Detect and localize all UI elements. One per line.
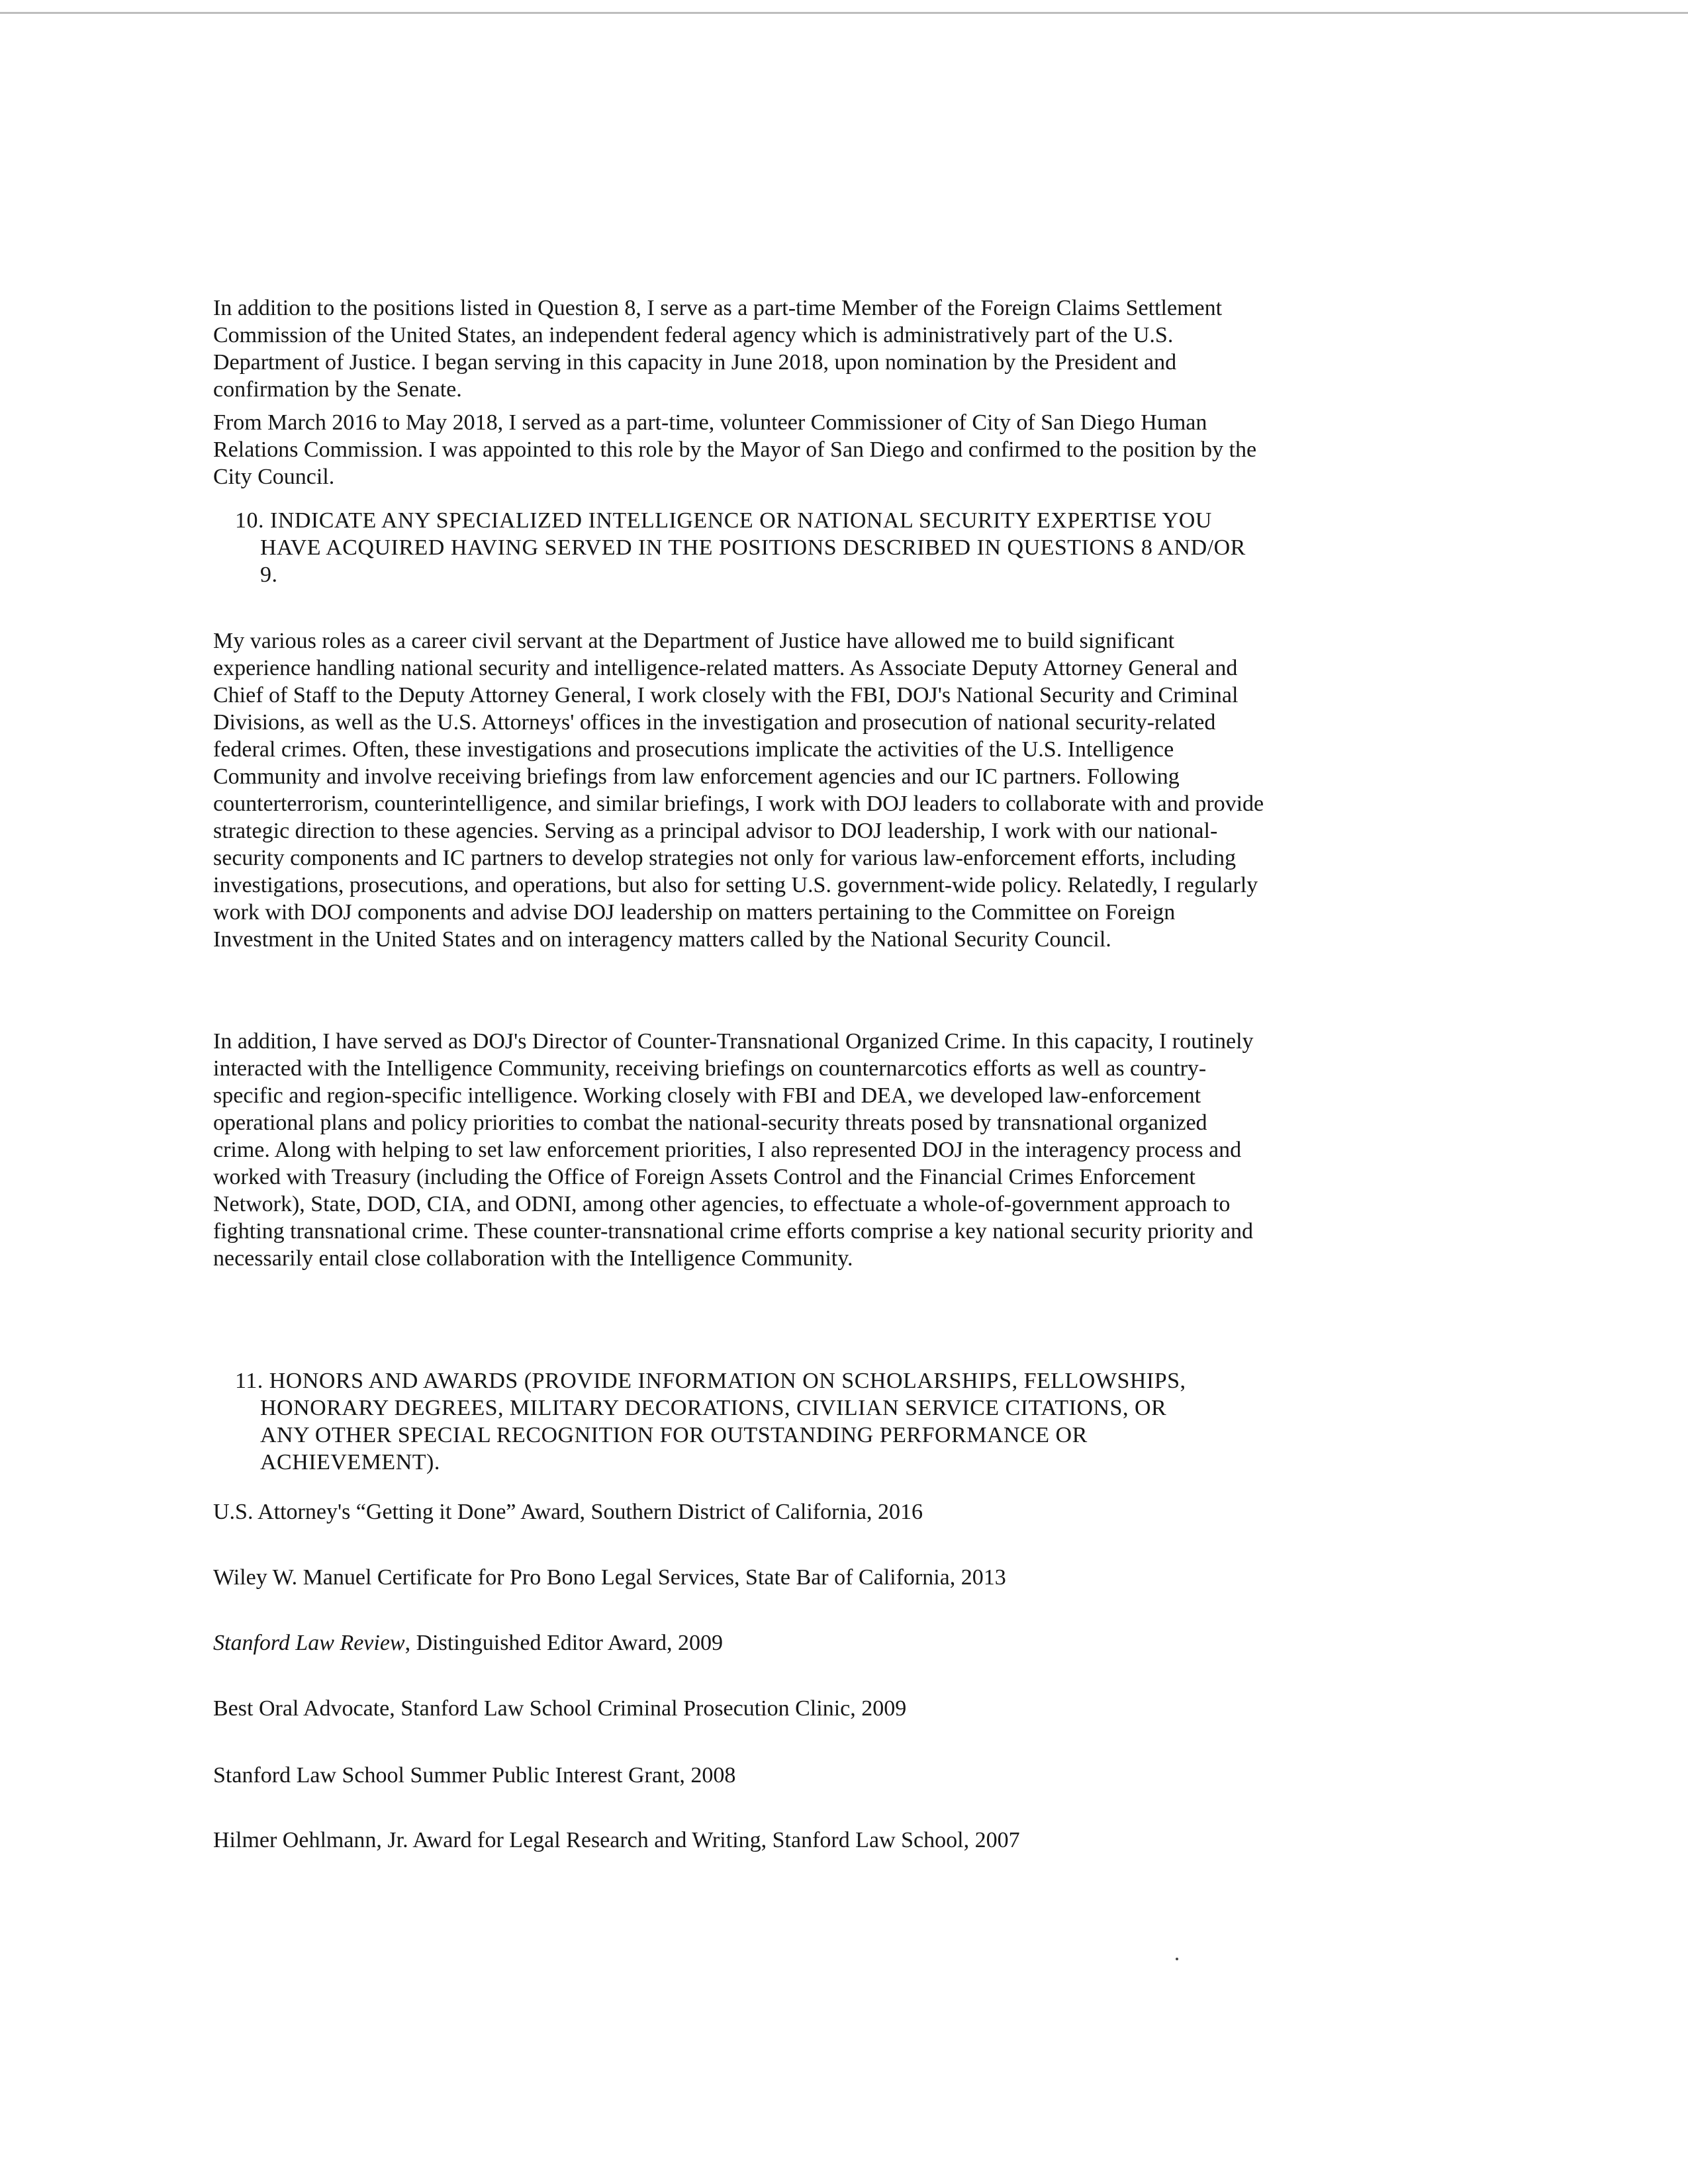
text-line: worked with Treasury (including the Office of Foreign Assets Control and the Financial Crimes Enforcement — [213, 1165, 1196, 1189]
paragraph-foreign-claims — [213, 295, 1471, 403]
award-text: , Distinguished Editor Award, 2009 — [404, 1631, 724, 1655]
text-line: City Council. — [213, 465, 335, 489]
scan-speck — [1176, 1958, 1178, 1960]
text-line: Network), State, DOD, CIA, and ODNI, among other agencies, to effectuate a whole-of-government approach to — [213, 1192, 1231, 1216]
award-item — [213, 1564, 1006, 1591]
text-line: operational plans and policy priorities to combat the national-security threats posed by transnational organized — [213, 1111, 1207, 1135]
text-line: strategic direction to these agencies. Serving as a principal advisor to DOJ leadership, I work with our national- — [213, 819, 1218, 843]
paragraph-counter-toc — [213, 1028, 1471, 1272]
award-item — [213, 1695, 906, 1722]
text-line: ACHIEVEMENT). — [260, 1450, 440, 1475]
question-11-heading — [235, 1367, 1493, 1476]
text-line: HAVE ACQUIRED HAVING SERVED IN THE POSITIONS DESCRIBED IN QUESTIONS 8 AND/OR — [260, 535, 1246, 560]
award-publication-title: Stanford Law Review — [213, 1631, 405, 1655]
text-line: fighting transnational crime. These counter-transnational crime efforts comprise a key national security priority and — [213, 1219, 1253, 1244]
text-line: In addition, I have served as DOJ's Director of Counter-Transnational Organized Crime. In this capacity, I routinely — [213, 1029, 1254, 1054]
award-text: Stanford Law School Summer Public Interest Grant, 2008 — [213, 1763, 736, 1788]
text-line: Community and involve receiving briefings from law enforcement agencies and our IC partners. Following — [213, 764, 1180, 789]
question-10-heading — [235, 507, 1493, 588]
text-line: specific and region-specific intelligence. Working closely with FBI and DEA, we developed law-enforcement — [213, 1083, 1201, 1108]
text-line: HONORARY DEGREES, MILITARY DECORATIONS, CIVILIAN SERVICE CITATIONS, OR — [260, 1396, 1167, 1420]
text-line: 10. INDICATE ANY SPECIALIZED INTELLIGENCE OR NATIONAL SECURITY EXPERTISE YOU — [235, 508, 1212, 533]
text-line: Divisions, as well as the U.S. Attorneys' offices in the investigation and prosecution of national security-related — [213, 710, 1216, 735]
text-line: My various roles as a career civil servant at the Department of Justice have allowed me to build significant — [213, 629, 1175, 653]
text-line: Commission of the United States, an independent federal agency which is administratively part of the U.S. — [213, 323, 1174, 347]
text-line: Department of Justice. I began serving in this capacity in June 2018, upon nomination by the President and — [213, 350, 1177, 375]
text-line: interacted with the Intelligence Community, receiving briefings on counternarcotics efforts as well as country- — [213, 1056, 1207, 1081]
award-item — [213, 1827, 1020, 1854]
text-line: crime. Along with helping to set law enforcement priorities, I also represented DOJ in the interagency process and — [213, 1138, 1242, 1162]
paragraph-human-relations — [213, 409, 1471, 490]
text-line: Relations Commission. I was appointed to this role by the Mayor of San Diego and confirmed to the position by the — [213, 437, 1257, 462]
award-item — [213, 1629, 723, 1657]
text-line: In addition to the positions listed in Question 8, I serve as a part-time Member of the Foreign Claims Settlement — [213, 296, 1223, 320]
text-line: experience handling national security and intelligence-related matters. As Associate Deputy Attorney General and — [213, 656, 1238, 680]
text-line: From March 2016 to May 2018, I served as a part-time, volunteer Commissioner of City of San Diego Human — [213, 410, 1207, 435]
text-line: necessarily entail close collaboration with the Intelligence Community. — [213, 1246, 853, 1271]
text-line: counterterrorism, counterintelligence, and similar briefings, I work with DOJ leaders to collaborate with and provide — [213, 792, 1264, 816]
text-line: investigations, prosecutions, and operations, but also for setting U.S. government-wide policy. Relatedly, I regularly — [213, 873, 1258, 897]
award-item — [213, 1498, 923, 1525]
text-line: ANY OTHER SPECIAL RECOGNITION FOR OUTSTANDING PERFORMANCE OR — [260, 1423, 1088, 1447]
text-line: confirmation by the Senate. — [213, 377, 462, 402]
scan-top-rule — [0, 12, 1688, 14]
text-line: federal crimes. Often, these investigations and prosecutions implicate the activities of the U.S. Intelligence — [213, 737, 1174, 762]
text-line: Investment in the United States and on interagency matters called by the National Security Council. — [213, 927, 1111, 952]
award-text: Hilmer Oehlmann, Jr. Award for Legal Research and Writing, Stanford Law School, 2007 — [213, 1828, 1020, 1852]
award-text: U.S. Attorney's “Getting it Done” Award, Southern District of California, 2016 — [213, 1500, 923, 1524]
text-line: 9. — [260, 563, 278, 587]
award-text: Best Oral Advocate, Stanford Law School Criminal Prosecution Clinic, 2009 — [213, 1696, 907, 1721]
text-line: security components and IC partners to develop strategies not only for various law-enforcement efforts, including — [213, 846, 1236, 870]
text-line: work with DOJ components and advise DOJ leadership on matters pertaining to the Committee on Foreign — [213, 900, 1176, 925]
paragraph-doj-experience — [213, 627, 1471, 953]
text-line: 11. HONORS AND AWARDS (PROVIDE INFORMATION ON SCHOLARSHIPS, FELLOWSHIPS, — [235, 1369, 1186, 1393]
text-line: Chief of Staff to the Deputy Attorney General, I work closely with the FBI, DOJ's National Security and Criminal — [213, 683, 1239, 707]
award-text: Wiley W. Manuel Certificate for Pro Bono Legal Services, State Bar of California, 2013 — [213, 1565, 1006, 1590]
award-item — [213, 1762, 735, 1789]
